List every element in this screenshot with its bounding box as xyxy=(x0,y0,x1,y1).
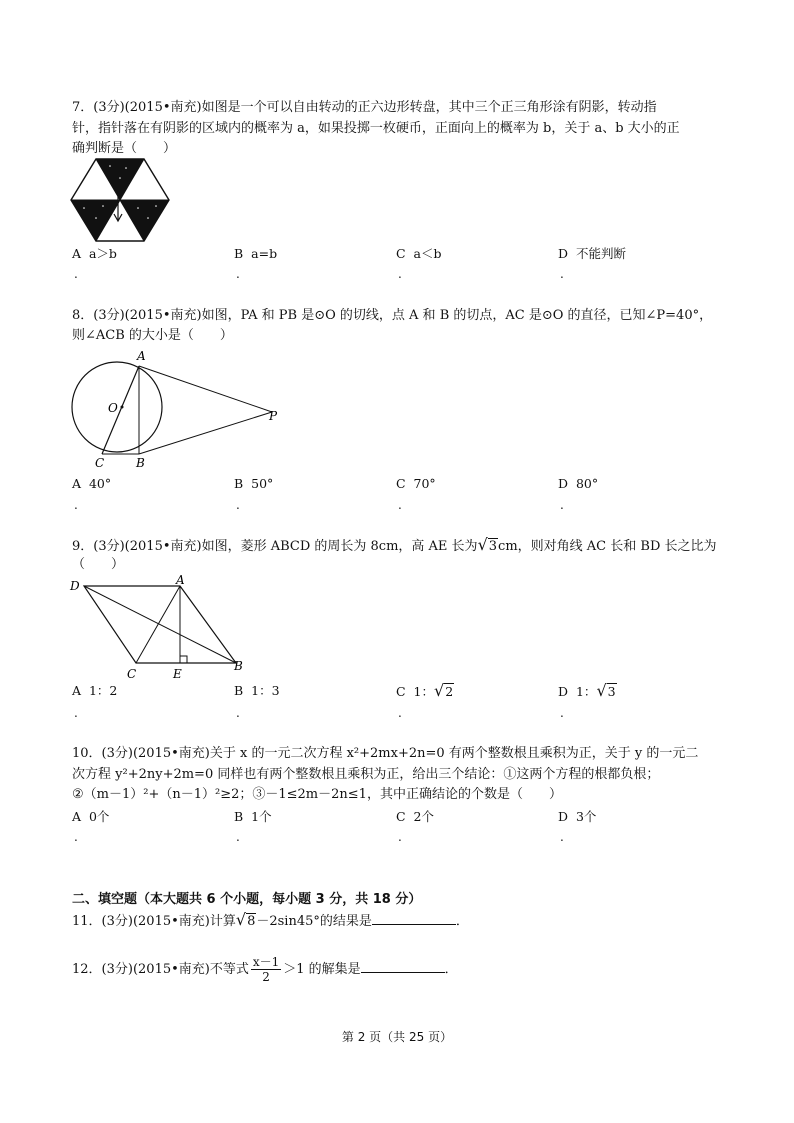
q10-option-d: D 3个 xyxy=(558,809,597,824)
q7-line-2: 针，指针落在有阴影的区域内的概率为 a，如果投掷一枚硬币，正面向上的概率为 b，关于 a、b 大小的正 xyxy=(72,121,680,136)
q7-option-a: A a＞b xyxy=(72,246,117,261)
q8-line-1: 8．(3分)(2015•南充)如图，PA 和 PB 是⊙O 的切线，点 A 和 B 的切点，AC 是⊙O 的直径，已知∠P=40°， xyxy=(72,308,713,323)
q10-option-b: B 1个 xyxy=(234,809,272,824)
hexagon-spinner-figure xyxy=(70,158,170,242)
fraction: $\frac{x-1}{2}$ xyxy=(252,955,280,984)
q10-line-2: 次方程 y²+2ny+2m=0 同样也有两个整数根且乘积为正，给出三个结论：①这两个方程的根都负根； xyxy=(72,767,660,782)
point-label-a: A xyxy=(176,574,185,587)
q9-option-c: C 1：√2 xyxy=(396,681,454,700)
section-title: 二、填空题（本大题共 6 个小题，每小题 3 分，共 18 分） xyxy=(72,892,422,907)
point-label-o: O xyxy=(108,401,118,415)
q7-option-b: B a=b xyxy=(234,246,278,261)
point-label-d: D xyxy=(70,579,80,593)
q7-option-c: C a＜b xyxy=(396,246,442,261)
q9-line-1: 9．(3分)(2015•南充)如图，菱形 ABCD 的周长为 8cm，高 AE 长为√3cm，则对角线 AC 长和 BD 长之比为 xyxy=(72,535,717,554)
q8-option-b: B 50° xyxy=(234,476,274,491)
q9-option-d: D 1：√3 xyxy=(558,681,616,700)
point-label-a: A xyxy=(137,349,146,363)
q10-line-1: 10．(3分)(2015•南充)关于 x 的一元二次方程 x²+2mx+2n=0 有两个整数根且乘积为正，关于 y 的一元二 xyxy=(72,746,699,761)
q8-option-d: D 80° xyxy=(558,476,599,491)
q8-line-2: 则∠ACB 的大小是（ ） xyxy=(72,328,233,343)
circle-tangent-figure xyxy=(64,344,284,474)
q12-line: 12．(3分)(2015•南充)不等式 $\frac{x-1}{2}$ ＞1 的解集是 ． xyxy=(72,955,458,984)
q10-option-a: A 0个 xyxy=(72,809,110,824)
q10-option-c: C 2个 xyxy=(396,809,434,824)
q10-line-3: ②（m－1）²+（n－1）²≥2；③－1≤2m－2n≤1，其中正确结论的个数是（ ） xyxy=(72,787,562,802)
q9-line-2: （ ） xyxy=(72,557,125,572)
q9-option-b: B 1：3 xyxy=(234,683,280,698)
point-label-c: C xyxy=(95,456,105,470)
q7-line-1: 7．(3分)(2015•南充)如图是一个可以自由转动的正六边形转盘，其中三个正三角形涂有阴影，转动指 xyxy=(72,100,657,115)
q8-option-c: C 70° xyxy=(396,476,436,491)
point-label-p: P xyxy=(269,409,278,423)
point-label-e: E xyxy=(173,667,182,681)
rhombus-figure xyxy=(66,574,256,682)
point-label-b: B xyxy=(234,659,243,673)
q11-answer-blank[interactable] xyxy=(372,912,456,925)
q7-line-3: 确判断是（ ） xyxy=(72,141,177,156)
page-footer: 第 2 页（共 25 页） xyxy=(341,1030,453,1044)
point-label-b: B xyxy=(136,456,145,470)
q11-line: 11．(3分)(2015•南充)计算√8－2sin45°的结果是 ． xyxy=(72,910,469,929)
q7-option-d: D 不能判断 xyxy=(558,246,626,261)
q12-answer-blank[interactable] xyxy=(361,960,445,973)
point-label-c: C xyxy=(127,667,137,681)
q9-option-a: A 1：2 xyxy=(72,683,118,698)
q8-option-a: A 40° xyxy=(72,476,112,491)
